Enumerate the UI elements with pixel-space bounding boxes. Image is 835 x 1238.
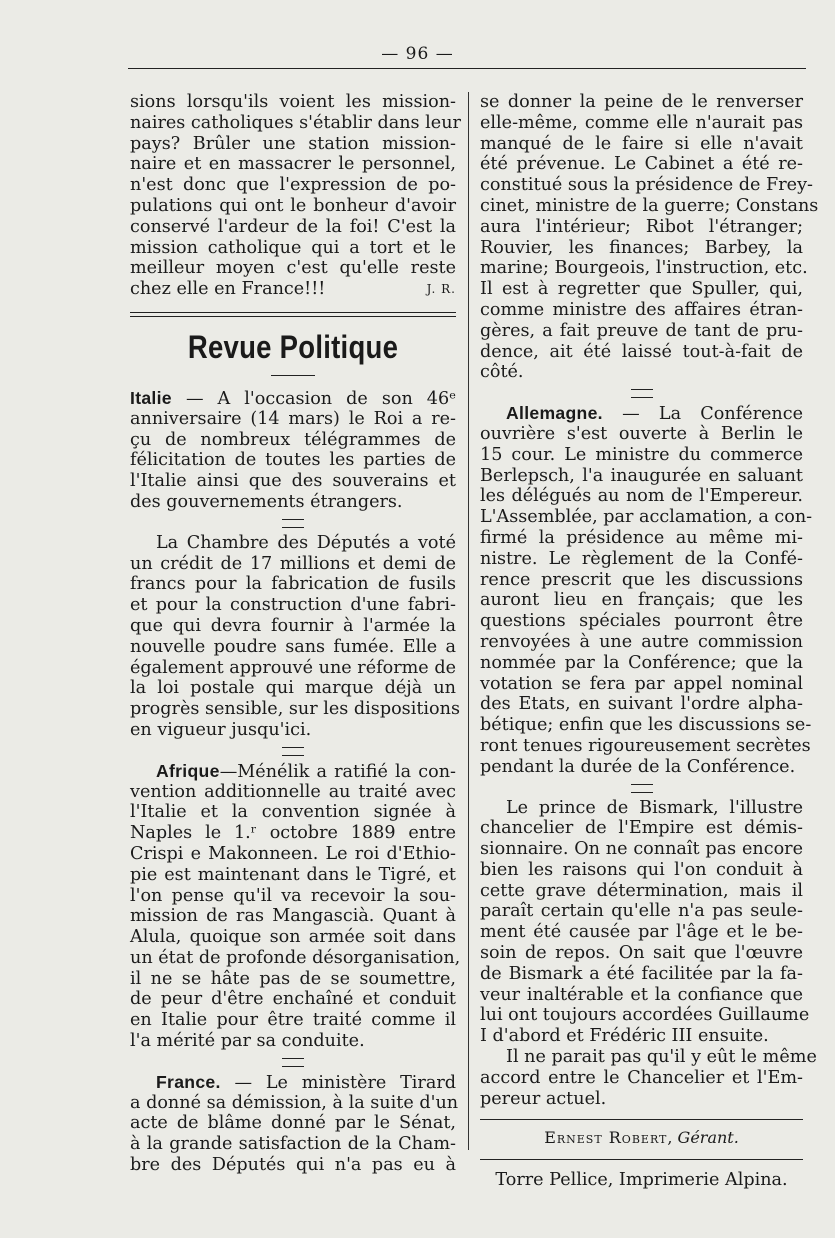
text-line <box>480 403 803 424</box>
header-rule <box>128 68 806 69</box>
text-line: ment été causée par l'âge et le be- <box>480 922 803 943</box>
text-line: lui ont toujours accordées Guillaume <box>480 1005 810 1026</box>
section-double-rule <box>130 312 456 317</box>
text-line: chancelier de l'Empire est démis- <box>480 818 803 839</box>
italie-paragraph <box>130 388 456 513</box>
allemagne-label: Allemagne. <box>506 403 603 424</box>
chambre-paragraph <box>130 532 460 741</box>
text-line: de Bismark a été facilitée par la fa- <box>480 963 803 984</box>
text-line: progrès sensible, sur les dispositions <box>130 699 460 720</box>
text-line: pays? Brûler une station mission- <box>130 133 456 154</box>
final-paragraph <box>480 1047 817 1109</box>
text-line: l'on pense qu'il va recevoir la sou- <box>130 885 456 906</box>
text-line: nommée par la Conférence; que la <box>480 652 803 673</box>
text-line: Le prince de Bismark, l'illustre <box>506 797 803 818</box>
italie-label: Italie <box>130 387 172 408</box>
title-underline <box>271 375 315 376</box>
section-title: Revue Politique <box>187 328 399 365</box>
text-line: accord entre le Chancelier et l'Em- <box>480 1067 803 1088</box>
text-line: bien les raisons qui l'on conduit à <box>480 859 803 880</box>
text-line: l'Italie ainsi que des souverains et <box>130 471 456 492</box>
text-line: cinet, ministre de la guerre; Constans <box>480 195 819 216</box>
text-line: les délégués au nom de l'Empereur. <box>480 486 803 507</box>
text-line: paraît certain qu'elle n'a pas seule- <box>480 901 803 922</box>
text-line: pereur actuel. <box>480 1088 607 1109</box>
text-line: soin de repos. On sait que l'œuvre <box>480 943 803 964</box>
text-line: acte de blâme donné par le Sénat, <box>130 1113 456 1134</box>
france-continued-paragraph <box>480 92 819 383</box>
text-line: un état de profonde désorganisation, <box>130 947 461 968</box>
separator-mark <box>282 519 304 528</box>
text-line: de peur d'être enchaîné et conduit <box>130 989 456 1010</box>
text-line: Il est à regretter que Spuller, qui, <box>480 279 803 300</box>
printer-rule <box>480 1159 803 1160</box>
text-line: gères, a fait preuve de tant de pru- <box>480 320 803 341</box>
afrique-paragraph <box>130 760 461 1052</box>
separator-mark <box>282 1058 304 1067</box>
text-line: pie est maintenant dans le Tigré, et <box>130 864 456 885</box>
text-line: Berlepsch, l'a inaugurée en saluant <box>480 465 803 486</box>
text-line: votation se fera par appel nominal <box>480 673 803 694</box>
signature-name: Ernest Robert <box>544 1128 668 1148</box>
text-line: manqué de le faire si elle n'avait <box>480 133 803 154</box>
author-initials: J. R. <box>426 282 456 297</box>
text-line: renvoyées à une autre commission <box>480 631 803 652</box>
text-line: félicitation de toutes les parties de <box>130 450 456 471</box>
text-line: questions spéciales pourront être <box>480 611 803 632</box>
text-line: la loi postale qui marque déjà un <box>130 678 456 699</box>
left-column <box>130 92 461 1176</box>
text-line: L'Assemblée, par acclamation, a con- <box>480 507 813 528</box>
text-line: meilleur moyen c'est qu'elle reste <box>130 258 456 279</box>
afrique-first-text: —Ménélik a ratifié la con- <box>219 761 456 782</box>
text-line: ront tenues rigoureusement secrètes <box>480 735 811 756</box>
separator-mark <box>282 747 304 756</box>
text-line: sionnaire. On ne connaît pas encore <box>480 839 803 860</box>
separator-mark <box>631 389 653 398</box>
france-first-text: — Le ministère Tirard <box>234 1072 456 1093</box>
italie-first-text: — A l'occasion de son 46ᵉ <box>185 388 457 409</box>
text-line: 15 cour. Le ministre du commerce <box>480 444 803 465</box>
text-line: été prévenue. Le Cabinet a été re- <box>480 154 803 175</box>
intro-last-text: chez elle en France!!! <box>130 279 326 300</box>
text-line: bre des Députés qui n'a pas eu à <box>130 1155 456 1176</box>
text-line: sions lorsqu'ils voient les mission- <box>130 92 456 112</box>
text-line: des Etats, en suivant l'ordre alpha- <box>480 694 803 715</box>
text-line <box>130 761 456 782</box>
france-paragraph <box>130 1071 459 1176</box>
text-line: côté. <box>480 362 524 383</box>
right-column <box>480 92 819 1191</box>
text-line: Naples le 1.ʳ octobre 1889 entre <box>130 823 456 844</box>
text-line: des gouvernements étrangers. <box>130 491 403 512</box>
text-line: Rouvier, les finances; Barbey, la <box>480 237 803 258</box>
text-line: firmé la présidence au même mi- <box>480 527 803 548</box>
text-line: également approuvé une réforme de <box>130 657 456 678</box>
text-line <box>130 279 456 300</box>
text-line: pendant la durée de la Conférence. <box>480 756 796 777</box>
text-line: l'Italie et la convention signée à <box>130 802 456 823</box>
text-line: nouvelle poudre sans fumée. Elle a <box>130 636 456 657</box>
text-line: en vigueur jusqu'ici. <box>130 719 312 740</box>
text-line: a donné sa démission, à la suite d'un <box>130 1092 459 1113</box>
text-line: anniversaire (14 mars) le Roi a re- <box>130 408 456 429</box>
text-line: La Chambre des Députés a voté <box>156 532 456 553</box>
signature: Ernest Robert, Gérant. <box>544 1128 739 1148</box>
text-line: constitué sous la présidence de Frey- <box>480 175 813 196</box>
text-line: comme ministre des affaires étran- <box>480 299 803 320</box>
signature-role: Gérant. <box>677 1128 739 1148</box>
text-line: dence, ait été laissé tout-à-fait de <box>480 341 803 362</box>
signature-rule <box>480 1119 803 1120</box>
text-line <box>130 388 456 409</box>
intro-paragraph <box>130 92 461 300</box>
text-line: et pour la construction d'une fabri- <box>130 595 456 616</box>
text-line: marine; Bourgeois, l'instruction, etc. <box>480 258 808 279</box>
printer-imprint: Torre Pellice, Imprimerie Alpina. <box>495 1170 788 1191</box>
column-divider <box>468 92 469 1150</box>
text-line: francs pour la fabrication de fusils <box>130 574 456 595</box>
text-line: un crédit de 17 millions et demi de <box>130 553 456 574</box>
text-line: Il ne parait pas qu'il y eût le même <box>506 1047 817 1068</box>
text-line: n'est donc que l'expression de po- <box>130 175 456 196</box>
text-line: elle-même, comme elle n'aurait pas <box>480 112 803 133</box>
allemagne-first-text: — La Conférence <box>622 404 804 425</box>
text-line: se donner la peine de le renverser <box>480 92 803 112</box>
text-line: veur inaltérable et la confiance que <box>480 984 803 1005</box>
text-line: auront lieu en français; que les <box>480 590 803 611</box>
bismark-paragraph <box>480 797 810 1048</box>
text-line: en Italie pour être traité comme il <box>130 1010 456 1031</box>
afrique-label: Afrique <box>156 760 220 781</box>
text-line: que qui devra fournir à l'armée la <box>130 615 456 636</box>
separator-mark <box>631 784 653 793</box>
text-line: naire et en massacrer le personnel, <box>130 154 456 175</box>
text-line: mission de ras Mangascià. Quant à <box>130 906 456 927</box>
text-line: il ne se hâte pas de se soumettre, <box>130 968 456 989</box>
text-line: bétique; enfin que les discussions se- <box>480 715 812 736</box>
allemagne-paragraph <box>480 403 813 777</box>
text-line: I d'abord et Frédéric III ensuite. <box>480 1026 769 1047</box>
text-line: ouvrière s'est ouverte à Berlin le <box>480 423 803 444</box>
text-line: mission catholique qui a tort et le <box>130 237 456 258</box>
text-line: rence prescrit que les discussions <box>480 569 803 590</box>
text-line: nistre. Le règlement de la Confé- <box>480 548 803 569</box>
france-label: France. <box>156 1071 221 1092</box>
text-line: Alula, quoique son armée soit dans <box>130 927 456 948</box>
text-line: conservé l'ardeur de la foi! C'est la <box>130 216 456 237</box>
page-number: — 96 — <box>381 44 454 64</box>
text-line <box>130 1072 456 1093</box>
text-line: naires catholiques s'établir dans leur <box>130 112 461 133</box>
text-line: aura l'intérieur; Ribot l'étranger; <box>480 216 803 237</box>
text-line: à la grande satisfaction de la Cham- <box>130 1134 456 1155</box>
text-line: vention additionnelle au traité avec <box>130 781 456 802</box>
text-line: cette grave détermination, mais il <box>480 880 803 901</box>
text-line: Crispi e Makonneen. Le roi d'Ethio- <box>130 843 456 864</box>
text-line: l'a mérité par sa conduite. <box>130 1031 365 1052</box>
text-line: çu de nombreux télégrammes de <box>130 429 456 450</box>
text-line: pulations qui ont le bonheur d'avoir <box>130 195 456 216</box>
